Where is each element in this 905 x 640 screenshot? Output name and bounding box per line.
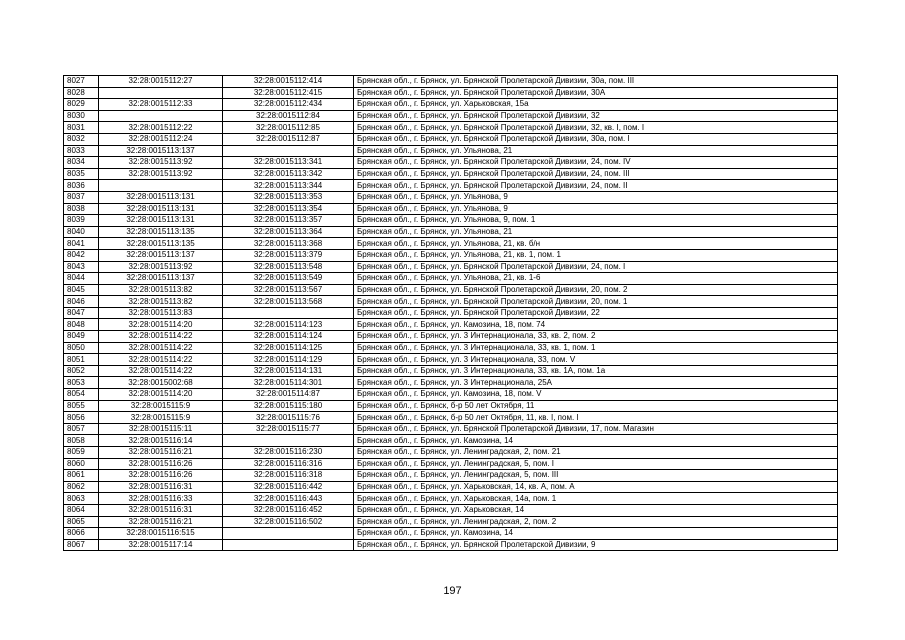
address-cell: Брянская обл., г. Брянск, ул. Ульянова, 21	[354, 145, 838, 157]
table-row	[64, 76, 838, 88]
land-cadastral-number-cell: 32:28:0015116:33	[99, 493, 223, 505]
object-cadastral-number-cell	[223, 539, 354, 551]
address-cell: Брянская обл., г. Брянск, ул. Камозина, 14	[354, 528, 838, 540]
address-cell: Брянская обл., г. Брянск, ул. Брянской Пролетарской Дивизии, 24, пом. IV	[354, 157, 838, 169]
row-number-cell: 8040	[64, 226, 99, 238]
row-number-cell: 8067	[64, 539, 99, 551]
address-cell: Брянская обл., г. Брянск, б-р 50 лет Октября, 11	[354, 400, 838, 412]
object-cadastral-number-cell: 32:28:0015113:342	[223, 168, 354, 180]
object-cadastral-number-cell: 32:28:0015114:301	[223, 377, 354, 389]
object-cadastral-number-cell: 32:28:0015113:548	[223, 261, 354, 273]
address-cell: Брянская обл., г. Брянск, ул. Ульянова, 21, кв. 1, пом. 1	[354, 249, 838, 261]
address-cell: Брянская обл., г. Брянск, ул. Харьковская, 14а, пом. 1	[354, 493, 838, 505]
table-row	[64, 354, 838, 366]
object-cadastral-number-cell: 32:28:0015113:364	[223, 226, 354, 238]
row-number-cell: 8033	[64, 145, 99, 157]
table-row	[64, 493, 838, 505]
row-number-cell: 8063	[64, 493, 99, 505]
land-cadastral-number-cell: 32:28:0015114:22	[99, 342, 223, 354]
address-cell: Брянская обл., г. Брянск, ул. Брянской Пролетарской Дивизии, 20, пом. 1	[354, 296, 838, 308]
address-cell: Брянская обл., г. Брянск, ул. Харьковская, 14	[354, 504, 838, 516]
object-cadastral-number-cell: 32:28:0015113:357	[223, 215, 354, 227]
address-cell: Брянская обл., г. Брянск, ул. Брянской Пролетарской Дивизии, 17, пом. Магазин	[354, 423, 838, 435]
table-row	[64, 389, 838, 401]
address-cell: Брянская обл., г. Брянск, ул. Брянской Пролетарской Дивизии, 30а, пом. III	[354, 76, 838, 88]
land-cadastral-number-cell: 32:28:0015113:92	[99, 157, 223, 169]
land-cadastral-number-cell: 32:28:0015113:137	[99, 249, 223, 261]
land-cadastral-number-cell: 32:28:0015113:83	[99, 307, 223, 319]
address-cell: Брянская обл., г. Брянск, ул. 3 Интернационала, 25А	[354, 377, 838, 389]
land-cadastral-number-cell: 32:28:0015113:131	[99, 191, 223, 203]
address-cell: Брянская обл., г. Брянск, ул. Брянской Пролетарской Дивизии, 30А	[354, 87, 838, 99]
land-cadastral-number-cell: 32:28:0015113:131	[99, 203, 223, 215]
address-cell: Брянская обл., г. Брянск, ул. Брянской Пролетарской Дивизии, 9	[354, 539, 838, 551]
object-cadastral-number-cell: 32:28:0015114:131	[223, 365, 354, 377]
land-cadastral-number-cell: 32:28:0015116:26	[99, 458, 223, 470]
row-number-cell: 8029	[64, 99, 99, 111]
object-cadastral-number-cell	[223, 307, 354, 319]
land-cadastral-number-cell: 32:28:0015113:92	[99, 168, 223, 180]
land-cadastral-number-cell: 32:28:0015117:14	[99, 539, 223, 551]
land-cadastral-number-cell: 32:28:0015114:22	[99, 365, 223, 377]
table-row	[64, 504, 838, 516]
land-cadastral-number-cell: 32:28:0015116:14	[99, 435, 223, 447]
table-row	[64, 365, 838, 377]
table-row	[64, 191, 838, 203]
row-number-cell: 8030	[64, 110, 99, 122]
table-row	[64, 447, 838, 459]
table-row	[64, 458, 838, 470]
object-cadastral-number-cell: 32:28:0015113:567	[223, 284, 354, 296]
table-row	[64, 122, 838, 134]
row-number-cell: 8032	[64, 133, 99, 145]
land-cadastral-number-cell: 32:28:0015112:22	[99, 122, 223, 134]
table-row	[64, 377, 838, 389]
land-cadastral-number-cell: 32:28:0015114:22	[99, 331, 223, 343]
land-cadastral-number-cell: 32:28:0015113:135	[99, 226, 223, 238]
table-row	[64, 331, 838, 343]
land-cadastral-number-cell: 32:28:0015115:9	[99, 412, 223, 424]
row-number-cell: 8035	[64, 168, 99, 180]
object-cadastral-number-cell: 32:28:0015113:549	[223, 273, 354, 285]
row-number-cell: 8050	[64, 342, 99, 354]
table-row	[64, 470, 838, 482]
object-cadastral-number-cell: 32:28:0015113:344	[223, 180, 354, 192]
land-cadastral-number-cell: 32:28:0015116:31	[99, 481, 223, 493]
land-cadastral-number-cell: 32:28:0015116:21	[99, 447, 223, 459]
land-cadastral-number-cell: 32:28:0015113:82	[99, 284, 223, 296]
table-row	[64, 516, 838, 528]
row-number-cell: 8037	[64, 191, 99, 203]
object-cadastral-number-cell: 32:28:0015116:443	[223, 493, 354, 505]
address-cell: Брянская обл., г. Брянск, ул. Ульянова, 9	[354, 203, 838, 215]
address-cell: Брянская обл., г. Брянск, ул. 3 Интернационала, 33, кв. 1, пом. 1	[354, 342, 838, 354]
row-number-cell: 8055	[64, 400, 99, 412]
table-row	[64, 261, 838, 273]
object-cadastral-number-cell: 32:28:0015112:87	[223, 133, 354, 145]
object-cadastral-number-cell: 32:28:0015116:230	[223, 447, 354, 459]
address-cell: Брянская обл., г. Брянск, ул. Брянской Пролетарской Дивизии, 24, пом. I	[354, 261, 838, 273]
address-cell: Брянская обл., г. Брянск, ул. 3 Интернационала, 33, кв. 1А, пом. 1а	[354, 365, 838, 377]
land-cadastral-number-cell: 32:28:0015002:68	[99, 377, 223, 389]
object-cadastral-number-cell: 32:28:0015116:318	[223, 470, 354, 482]
object-cadastral-number-cell: 32:28:0015113:353	[223, 191, 354, 203]
table-row	[64, 412, 838, 424]
table-row	[64, 481, 838, 493]
object-cadastral-number-cell: 32:28:0015116:442	[223, 481, 354, 493]
object-cadastral-number-cell	[223, 145, 354, 157]
row-number-cell: 8047	[64, 307, 99, 319]
address-cell: Брянская обл., г. Брянск, ул. Ульянова, 21, кв. 1-6	[354, 273, 838, 285]
object-cadastral-number-cell	[223, 435, 354, 447]
table-row	[64, 203, 838, 215]
row-number-cell: 8042	[64, 249, 99, 261]
object-cadastral-number-cell: 32:28:0015112:85	[223, 122, 354, 134]
table-row	[64, 400, 838, 412]
row-number-cell: 8031	[64, 122, 99, 134]
object-cadastral-number-cell: 32:28:0015113:354	[223, 203, 354, 215]
table-row	[64, 168, 838, 180]
registry-table-body	[64, 76, 838, 551]
land-cadastral-number-cell: 32:28:0015116:21	[99, 516, 223, 528]
table-row	[64, 226, 838, 238]
address-cell: Брянская обл., г. Брянск, ул. Брянской Пролетарской Дивизии, 24, пом. II	[354, 180, 838, 192]
page-number: 197	[443, 585, 462, 597]
object-cadastral-number-cell: 32:28:0015112:414	[223, 76, 354, 88]
object-cadastral-number-cell: 32:28:0015113:379	[223, 249, 354, 261]
address-cell: Брянская обл., г. Брянск, ул. 3 Интернационала, 33, кв. 2, пом. 2	[354, 331, 838, 343]
row-number-cell: 8065	[64, 516, 99, 528]
row-number-cell: 8043	[64, 261, 99, 273]
row-number-cell: 8036	[64, 180, 99, 192]
row-number-cell: 8048	[64, 319, 99, 331]
row-number-cell: 8051	[64, 354, 99, 366]
row-number-cell: 8044	[64, 273, 99, 285]
table-row	[64, 307, 838, 319]
object-cadastral-number-cell: 32:28:0015113:341	[223, 157, 354, 169]
land-cadastral-number-cell: 32:28:0015114:20	[99, 389, 223, 401]
address-cell: Брянская обл., г. Брянск, б-р 50 лет Октября, 11, кв. I, пом. I	[354, 412, 838, 424]
row-number-cell: 8052	[64, 365, 99, 377]
row-number-cell: 8066	[64, 528, 99, 540]
table-row	[64, 249, 838, 261]
table-row	[64, 87, 838, 99]
object-cadastral-number-cell: 32:28:0015114:124	[223, 331, 354, 343]
table-row	[64, 180, 838, 192]
row-number-cell: 8034	[64, 157, 99, 169]
land-cadastral-number-cell: 32:28:0015113:137	[99, 145, 223, 157]
object-cadastral-number-cell: 32:28:0015112:84	[223, 110, 354, 122]
row-number-cell: 8046	[64, 296, 99, 308]
address-cell: Брянская обл., г. Брянск, ул. Камозина, 18, пом. 74	[354, 319, 838, 331]
row-number-cell: 8064	[64, 504, 99, 516]
land-cadastral-number-cell: 32:28:0015113:92	[99, 261, 223, 273]
row-number-cell: 8053	[64, 377, 99, 389]
registry-table	[63, 75, 838, 551]
row-number-cell: 8057	[64, 423, 99, 435]
land-cadastral-number-cell: 32:28:0015114:20	[99, 319, 223, 331]
object-cadastral-number-cell: 32:28:0015113:368	[223, 238, 354, 250]
object-cadastral-number-cell: 32:28:0015113:568	[223, 296, 354, 308]
table-row	[64, 435, 838, 447]
table-row	[64, 528, 838, 540]
table-row	[64, 238, 838, 250]
land-cadastral-number-cell	[99, 110, 223, 122]
address-cell: Брянская обл., г. Брянск, ул. Ленинградская, 2, пом. 21	[354, 447, 838, 459]
object-cadastral-number-cell: 32:28:0015114:125	[223, 342, 354, 354]
land-cadastral-number-cell: 32:28:0015115:11	[99, 423, 223, 435]
row-number-cell: 8038	[64, 203, 99, 215]
table-row	[64, 539, 838, 551]
object-cadastral-number-cell: 32:28:0015114:87	[223, 389, 354, 401]
table-row	[64, 319, 838, 331]
table-row	[64, 157, 838, 169]
table-row	[64, 284, 838, 296]
object-cadastral-number-cell	[223, 528, 354, 540]
row-number-cell: 8054	[64, 389, 99, 401]
row-number-cell: 8028	[64, 87, 99, 99]
address-cell: Брянская обл., г. Брянск, ул. Ульянова, 9	[354, 191, 838, 203]
land-cadastral-number-cell	[99, 180, 223, 192]
address-cell: Брянская обл., г. Брянск, ул. Харьковская, 14, кв. А, пом. А	[354, 481, 838, 493]
row-number-cell: 8061	[64, 470, 99, 482]
row-number-cell: 8056	[64, 412, 99, 424]
row-number-cell: 8027	[64, 76, 99, 88]
object-cadastral-number-cell: 32:28:0015116:316	[223, 458, 354, 470]
row-number-cell: 8045	[64, 284, 99, 296]
land-cadastral-number-cell: 32:28:0015112:27	[99, 76, 223, 88]
table-row	[64, 110, 838, 122]
address-cell: Брянская обл., г. Брянск, ул. Брянской Пролетарской Дивизии, 30а, пом. I	[354, 133, 838, 145]
address-cell: Брянская обл., г. Брянск, ул. Ульянова, 21	[354, 226, 838, 238]
land-cadastral-number-cell: 32:28:0015113:137	[99, 273, 223, 285]
object-cadastral-number-cell: 32:28:0015115:180	[223, 400, 354, 412]
object-cadastral-number-cell: 32:28:0015115:76	[223, 412, 354, 424]
address-cell: Брянская обл., г. Брянск, ул. Ульянова, 21, кв. б/н	[354, 238, 838, 250]
object-cadastral-number-cell: 32:28:0015116:502	[223, 516, 354, 528]
land-cadastral-number-cell	[99, 87, 223, 99]
address-cell: Брянская обл., г. Брянск, ул. Брянской Пролетарской Дивизии, 24, пом. III	[354, 168, 838, 180]
row-number-cell: 8062	[64, 481, 99, 493]
land-cadastral-number-cell: 32:28:0015113:135	[99, 238, 223, 250]
land-cadastral-number-cell: 32:28:0015113:82	[99, 296, 223, 308]
table-row	[64, 342, 838, 354]
table-row	[64, 215, 838, 227]
row-number-cell: 8059	[64, 447, 99, 459]
row-number-cell: 8039	[64, 215, 99, 227]
object-cadastral-number-cell: 32:28:0015114:129	[223, 354, 354, 366]
address-cell: Брянская обл., г. Брянск, ул. Камозина, 18, пом. V	[354, 389, 838, 401]
row-number-cell: 8049	[64, 331, 99, 343]
row-number-cell: 8041	[64, 238, 99, 250]
row-number-cell: 8058	[64, 435, 99, 447]
table-row	[64, 133, 838, 145]
land-cadastral-number-cell: 32:28:0015114:22	[99, 354, 223, 366]
address-cell: Брянская обл., г. Брянск, ул. Ленинградская, 5, пом. III	[354, 470, 838, 482]
object-cadastral-number-cell: 32:28:0015112:434	[223, 99, 354, 111]
table-row	[64, 145, 838, 157]
table-row	[64, 273, 838, 285]
land-cadastral-number-cell: 32:28:0015116:515	[99, 528, 223, 540]
address-cell: Брянская обл., г. Брянск, ул. Ленинградская, 5, пом. I	[354, 458, 838, 470]
address-cell: Брянская обл., г. Брянск, ул. Ульянова, 9, пом. 1	[354, 215, 838, 227]
object-cadastral-number-cell: 32:28:0015115:77	[223, 423, 354, 435]
land-cadastral-number-cell: 32:28:0015112:33	[99, 99, 223, 111]
row-number-cell: 8060	[64, 458, 99, 470]
address-cell: Брянская обл., г. Брянск, ул. Брянской Пролетарской Дивизии, 20, пом. 2	[354, 284, 838, 296]
land-cadastral-number-cell: 32:28:0015115:9	[99, 400, 223, 412]
land-cadastral-number-cell: 32:28:0015113:131	[99, 215, 223, 227]
land-cadastral-number-cell: 32:28:0015112:24	[99, 133, 223, 145]
address-cell: Брянская обл., г. Брянск, ул. Харьковская, 15а	[354, 99, 838, 111]
table-row	[64, 296, 838, 308]
address-cell: Брянская обл., г. Брянск, ул. Брянской Пролетарской Дивизии, 22	[354, 307, 838, 319]
table-row	[64, 99, 838, 111]
object-cadastral-number-cell: 32:28:0015112:415	[223, 87, 354, 99]
object-cadastral-number-cell: 32:28:0015116:452	[223, 504, 354, 516]
address-cell: Брянская обл., г. Брянск, ул. Камозина, 14	[354, 435, 838, 447]
address-cell: Брянская обл., г. Брянск, ул. Брянской Пролетарской Дивизии, 32, кв. I, пом. I	[354, 122, 838, 134]
land-cadastral-number-cell: 32:28:0015116:31	[99, 504, 223, 516]
address-cell: Брянская обл., г. Брянск, ул. 3 Интернационала, 33, пом. V	[354, 354, 838, 366]
object-cadastral-number-cell: 32:28:0015114:123	[223, 319, 354, 331]
land-cadastral-number-cell: 32:28:0015116:26	[99, 470, 223, 482]
address-cell: Брянская обл., г. Брянск, ул. Брянской Пролетарской Дивизии, 32	[354, 110, 838, 122]
address-cell: Брянская обл., г. Брянск, ул. Ленинградская, 2, пом. 2	[354, 516, 838, 528]
table-row	[64, 423, 838, 435]
